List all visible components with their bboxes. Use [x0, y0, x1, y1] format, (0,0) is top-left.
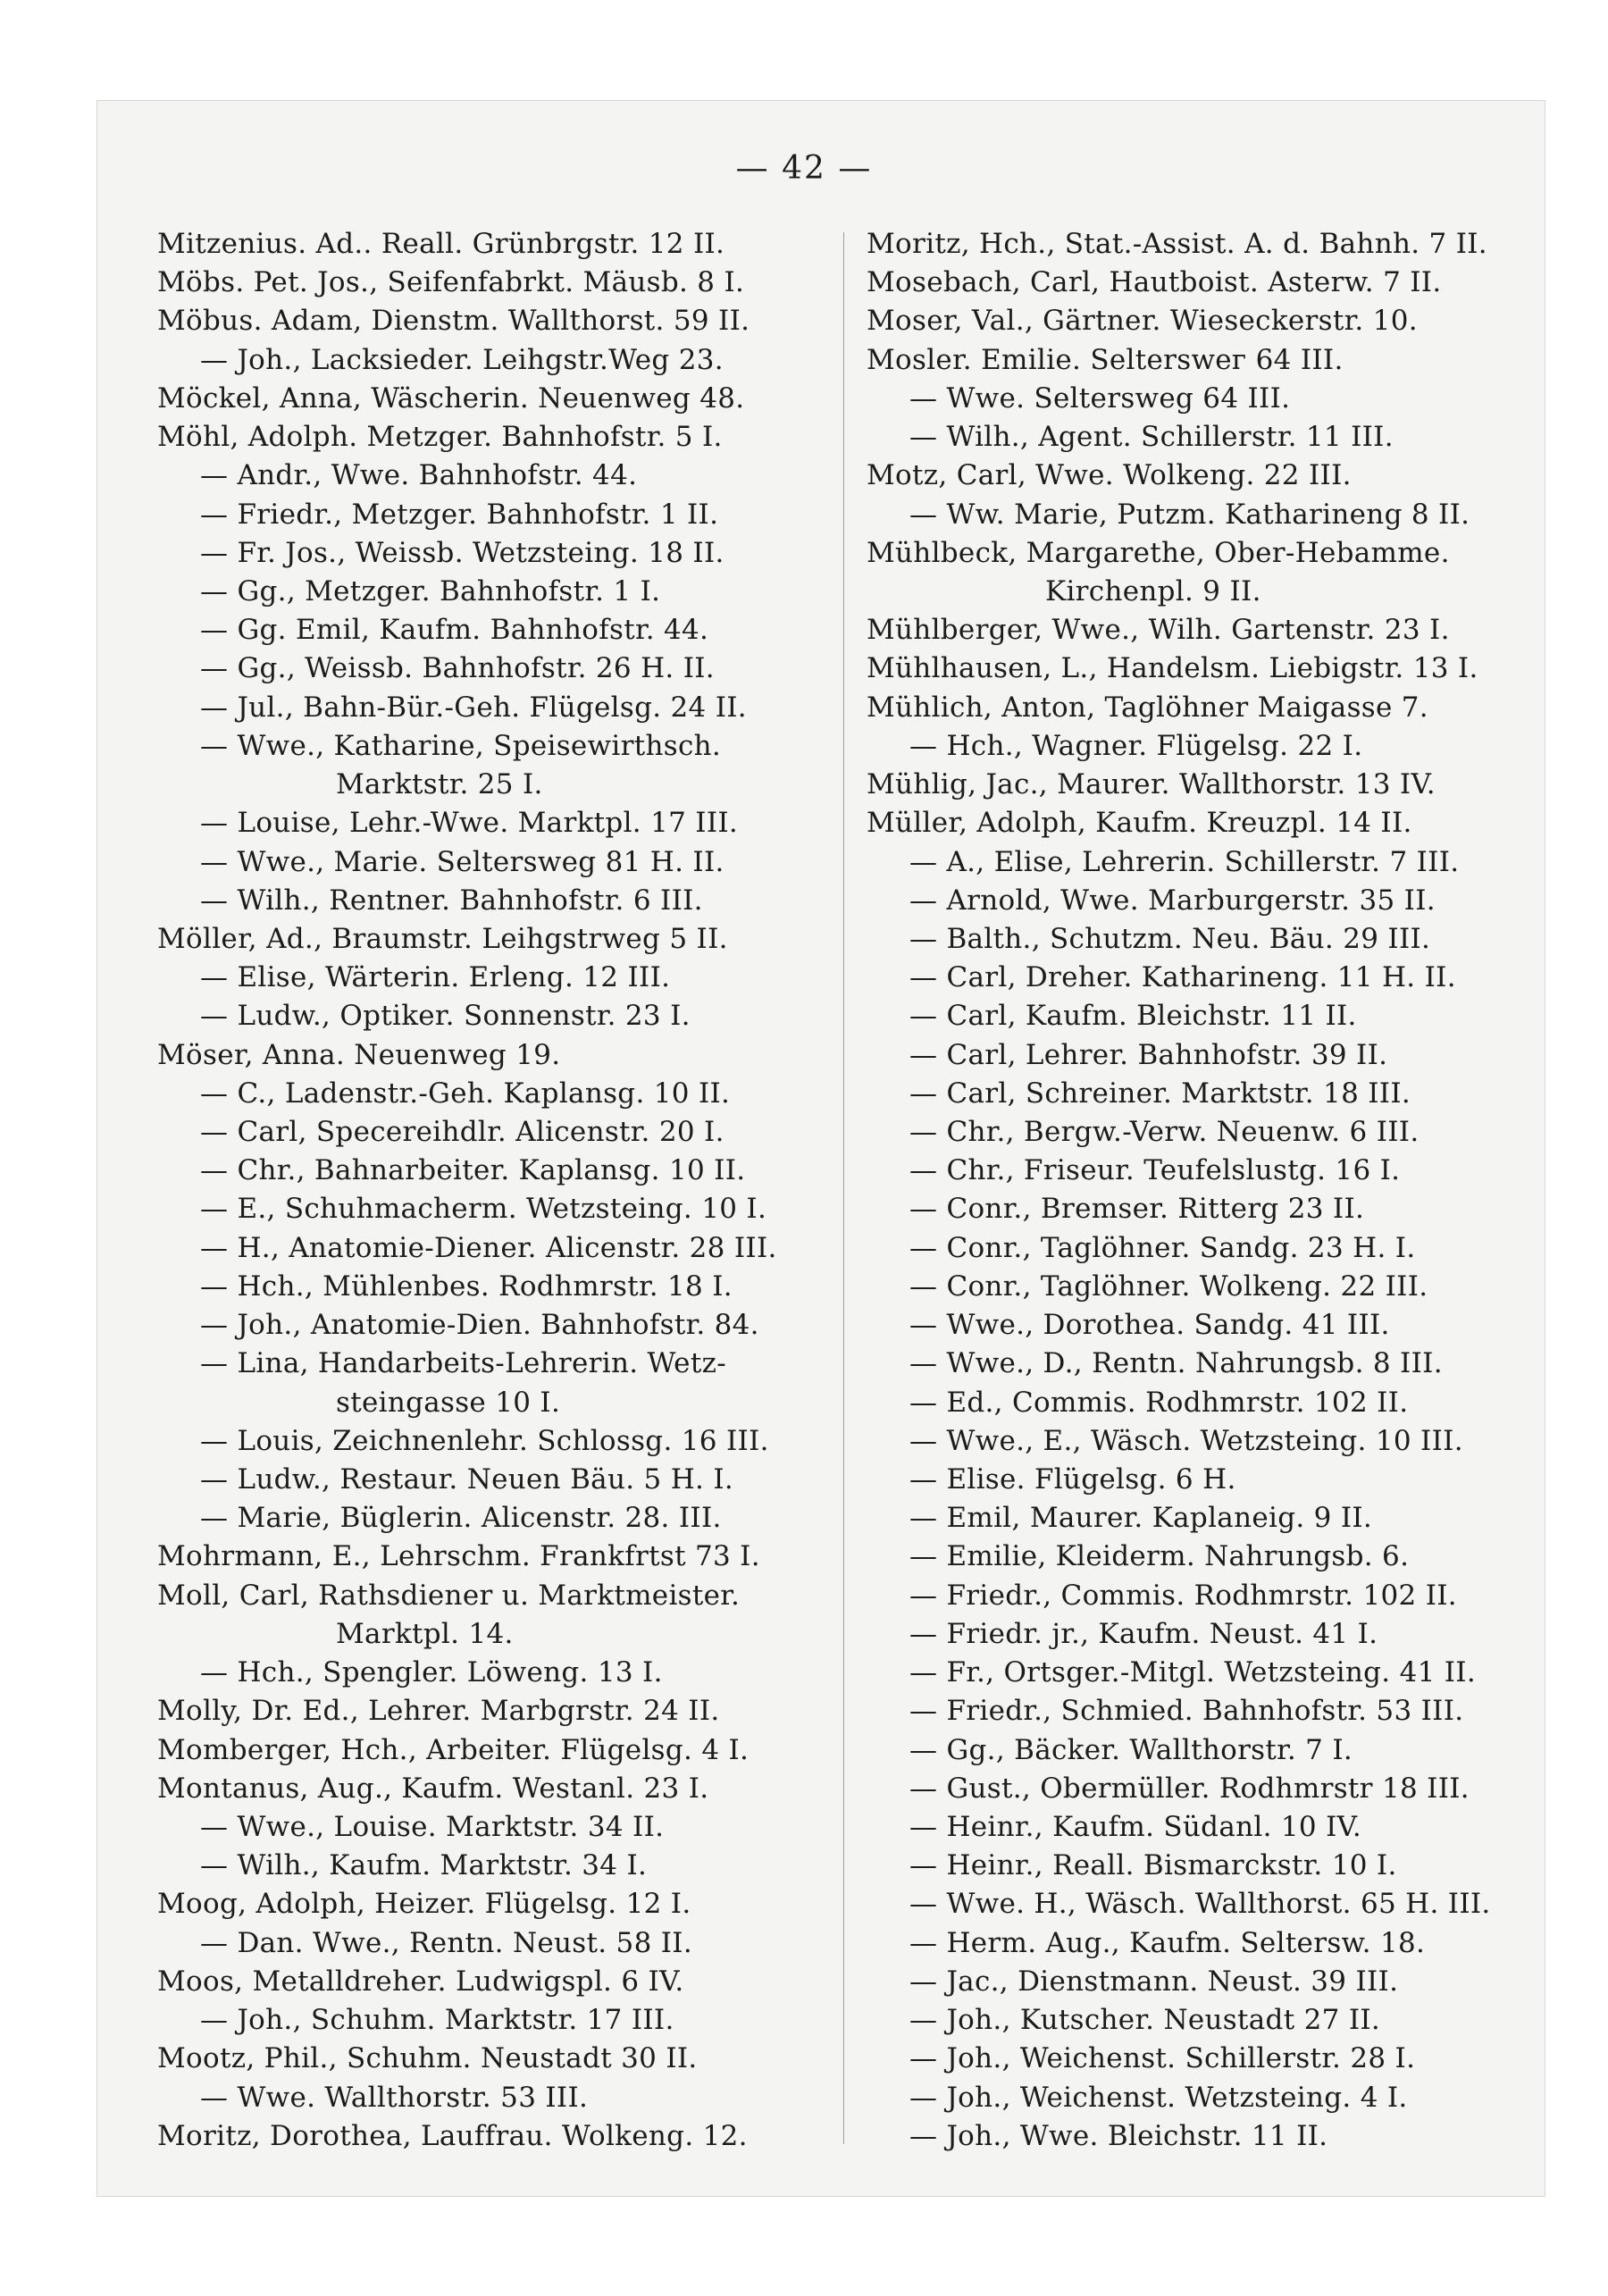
- directory-entry: — Marie, Büglerin. Alicenstr. 28. III.: [200, 1502, 722, 1535]
- directory-entry: — Balth., Schutzm. Neu. Bäu. 29 III.: [909, 922, 1431, 955]
- directory-entry: Moll, Carl, Rathsdiener u. Marktmeister.: [157, 1579, 741, 1612]
- directory-entry: Motz, Carl, Wwe. Wolkeng. 22 III.: [867, 459, 1352, 492]
- directory-entry: — Hch., Spengler. Löweng. 13 I.: [200, 1656, 663, 1689]
- directory-entry: — Ludw., Restaur. Neuen Bäu. 5 H. I.: [200, 1463, 734, 1496]
- directory-entry: Moritz, Hch., Stat.-Assist. A. d. Bahnh. 7 II.: [867, 228, 1487, 260]
- directory-entry: — Joh., Anatomie-Dien. Bahnhofstr. 84.: [200, 1309, 759, 1342]
- directory-entry: — E., Schuhmacherm. Wetzsteing. 10 I.: [200, 1193, 767, 1226]
- directory-entry: Mosler. Emilie. Selterswег 64 III.: [867, 343, 1344, 376]
- directory-entry: — Wwe., Louise. Marktstr. 34 II.: [200, 1810, 665, 1843]
- column-divider: [843, 232, 844, 2144]
- directory-entry: — Heinr., Kaufm. Südanl. 10 IV.: [909, 1810, 1362, 1843]
- directory-entry: — Conr., Bremser. Ritterg 23 II.: [909, 1193, 1365, 1226]
- directory-entry: — Louis, Zeichnenlehr. Schlossg. 16 III.: [200, 1424, 769, 1457]
- directory-entry: — Hch., Mühlenbes. Rodhmrstr. 18 I.: [200, 1270, 733, 1303]
- directory-entry: — H., Anatomie-Diener. Alicenstr. 28 III.: [200, 1231, 777, 1264]
- directory-entry: — Wwe. Wallthorstr. 53 III.: [200, 2081, 589, 2114]
- directory-entry: Müller, Adolph, Kaufm. Kreuzpl. 14 II.: [867, 807, 1412, 840]
- directory-entry: — A., Elise, Lehrerin. Schillerstr. 7 III.: [909, 845, 1460, 878]
- directory-entry: — Chr., Bahnarbeiter. Kaplansg. 10 II.: [200, 1154, 746, 1187]
- directory-entry: — Arnold, Wwe. Marburgerstr. 35 II.: [909, 884, 1436, 917]
- directory-entry: — Gg., Metzger. Bahnhofstr. 1 I.: [200, 574, 661, 608]
- directory-entry: — Wwe., Katharine, Speisewirthsch.: [200, 729, 722, 762]
- directory-entry: — Carl, Dreher. Katharineng. 11 H. II.: [909, 961, 1456, 994]
- directory-entry: — Friedr. jr., Kaufm. Neust. 41 I.: [909, 1617, 1378, 1650]
- directory-entry: — Wwe., D., Rentn. Nahrungsb. 8 III.: [909, 1347, 1443, 1380]
- directory-entry: Molly, Dr. Ed., Lehrer. Marbgrstr. 24 II.: [157, 1695, 720, 1728]
- directory-entry: Moritz, Dorothea, Lauffrau. Wolkeng. 12.: [157, 2119, 748, 2152]
- directory-entry: — Joh., Schuhm. Marktstr. 17 III.: [200, 2004, 674, 2037]
- directory-entry: Moos, Metalldreher. Ludwigspl. 6 IV.: [157, 1965, 684, 1998]
- directory-entry: — C., Ladenstr.-Geh. Kaplansg. 10 II.: [200, 1077, 731, 1110]
- directory-entry: — Friedr., Schmied. Bahnhofstr. 53 III.: [909, 1695, 1464, 1728]
- directory-entry: — Wwe. H., Wäsch. Wallthorst. 65 H. III.: [909, 1888, 1491, 1921]
- directory-entry: — Joh., Weichenst. Wetzsteing. 4 I.: [909, 2081, 1408, 2114]
- directory-entry: Mühlbeck, Margarethe, Ober-Hebamme.: [867, 536, 1450, 569]
- directory-entry: — Ed., Commis. Rodhmrstr. 102 II.: [909, 1386, 1409, 1419]
- left-column: [157, 225, 829, 2155]
- directory-entry: Montanus, Aug., Kaufm. Westanl. 23 I.: [157, 1772, 709, 1805]
- directory-entry: Möbs. Pet. Jos., Seifenfabrkt. Mäusb. 8 I.: [157, 266, 745, 299]
- directory-entry-continuation: Marktstr. 25 I.: [336, 768, 543, 801]
- directory-entry: — Fr., Ortsger.-Mitgl. Wetzsteing. 41 II.: [909, 1656, 1477, 1689]
- directory-entry: — Friedr., Commis. Rodhmrstr. 102 II.: [909, 1579, 1457, 1612]
- directory-entry: — Carl, Specereihdlr. Alicenstr. 20 I.: [200, 1116, 724, 1149]
- directory-entry: — Jac., Dienstmann. Neust. 39 III.: [909, 1965, 1399, 1998]
- directory-entry: Möller, Ad., Braumstr. Leihgstrweg 5 II.: [157, 922, 728, 955]
- directory-entry: — Conr., Taglöhner. Wolkeng. 22 III.: [909, 1270, 1428, 1303]
- directory-entry: Mitzenius. Ad.. Reall. Grünbrgstr. 12 II.: [157, 228, 725, 260]
- directory-entry: — Carl, Schreiner. Marktstr. 18 III.: [909, 1077, 1411, 1110]
- directory-entry: — Wwe. Seltersweg 64 III.: [909, 381, 1291, 415]
- directory-entry: — Wwe., Marie. Seltersweg 81 H. II.: [200, 845, 724, 878]
- directory-entry: Moser, Val., Gärtner. Wieseckerstr. 10.: [867, 305, 1418, 338]
- directory-entry: Mühlhausen, L., Handelsm. Liebigstr. 13 I.: [867, 652, 1478, 685]
- directory-entry: — Joh., Weichenst. Schillerstr. 28 I.: [909, 2042, 1416, 2075]
- directory-entry: — Gust., Obermüller. Rodhmrstr 18 III.: [909, 1772, 1470, 1805]
- directory-entry: — Elise, Wärterin. Erleng. 12 III.: [200, 961, 671, 994]
- directory-entry: — Wwe., E., Wäsch. Wetzsteing. 10 III.: [909, 1424, 1463, 1457]
- directory-entry: — Fr. Jos., Weissb. Wetzsteing. 18 II.: [200, 536, 724, 569]
- directory-entry: — Chr., Friseur. Teufelslustg. 16 I.: [909, 1154, 1401, 1187]
- directory-entry: — Elise. Flügelsg. 6 H.: [909, 1463, 1236, 1496]
- directory-entry: Möbus. Adam, Dienstm. Wallthorst. 59 II.: [157, 305, 750, 338]
- directory-entry: Moog, Adolph, Heizer. Flügelsg. 12 I.: [157, 1888, 691, 1921]
- directory-entry: — Andr., Wwe. Bahnhofstr. 44.: [200, 459, 638, 492]
- directory-entry: — Friedr., Metzger. Bahnhofstr. 1 II.: [200, 498, 719, 531]
- directory-entry: Mootz, Phil., Schuhm. Neustadt 30 II.: [157, 2042, 698, 2075]
- right-column: [867, 225, 1538, 2155]
- directory-entry: Mühlig, Jac., Maurer. Wallthorstr. 13 IV.: [867, 768, 1436, 801]
- directory-entry: — Herm. Aug., Kaufm. Seltersw. 18.: [909, 1926, 1426, 1959]
- directory-entry: Möhl, Adolph. Metzger. Bahnhofstr. 5 I.: [157, 421, 723, 454]
- directory-entry: — Gg. Emil, Kaufm. Bahnhofstr. 44.: [200, 614, 709, 647]
- directory-entry: Momberger, Hch., Arbeiter. Flügelsg. 4 I.: [157, 1733, 750, 1766]
- directory-entry: — Wwe., Dorothea. Sandg. 41 III.: [909, 1309, 1390, 1342]
- directory-entry: — Ww. Marie, Putzm. Katharineng 8 II.: [909, 498, 1470, 531]
- directory-entry: — Wilh., Rentner. Bahnhofstr. 6 III.: [200, 884, 703, 917]
- directory-entry: — Wilh., Agent. Schillerstr. 11 III.: [909, 421, 1394, 454]
- directory-entry: — Wilh., Kaufm. Marktstr. 34 I.: [200, 1849, 648, 1882]
- directory-entry-continuation: Kirchenpl. 9 II.: [1045, 574, 1261, 608]
- directory-entry: — Gg., Bäcker. Wallthorstr. 7 I.: [909, 1733, 1353, 1766]
- directory-entry: — Hch., Wagner. Flügelsg. 22 I.: [909, 729, 1363, 762]
- directory-entry: — Dan. Wwe., Rentn. Neust. 58 II.: [200, 1926, 693, 1959]
- directory-entry: — Emil, Maurer. Kaplaneig. 9 II.: [909, 1502, 1373, 1535]
- directory-entry: — Emilie, Kleiderm. Nahrungsb. 6.: [909, 1540, 1410, 1573]
- directory-entry: — Conr., Taglöhner. Sandg. 23 H. I.: [909, 1231, 1416, 1264]
- directory-entry: — Jul., Bahn-Bür.-Geh. Flügelsg. 24 II.: [200, 691, 747, 724]
- page-number: — 42 —: [735, 150, 873, 187]
- directory-entry: — Gg., Weissb. Bahnhofstr. 26 H. II.: [200, 652, 715, 685]
- directory-entry: Möser, Anna. Neuenweg 19.: [157, 1038, 561, 1071]
- directory-entry: — Joh., Wwe. Bleichstr. 11 II.: [909, 2119, 1328, 2152]
- directory-entry-continuation: steingasse 10 I.: [336, 1386, 561, 1419]
- directory-entry: — Chr., Bergw.-Verw. Neuenw. 6 III.: [909, 1116, 1420, 1149]
- directory-entry: — Louise, Lehr.-Wwe. Marktpl. 17 III.: [200, 807, 739, 840]
- directory-entry: — Joh., Lacksieder. Leihgstr.Weg 23.: [200, 343, 724, 376]
- directory-entry: — Carl, Lehrer. Bahnhofstr. 39 II.: [909, 1038, 1388, 1071]
- directory-entry: Mühlich, Anton, Taglöhner Maigasse 7.: [867, 691, 1428, 724]
- directory-entry: — Lina, Handarbeits-Lehrerin. Wetz-: [200, 1347, 726, 1380]
- directory-entry: Möckel, Anna, Wäscherin. Neuenweg 48.: [157, 381, 745, 415]
- directory-entry: — Joh., Kutscher. Neustadt 27 II.: [909, 2004, 1381, 2037]
- directory-entry: Mühlberger, Wwe., Wilh. Gartenstr. 23 I.: [867, 614, 1450, 647]
- directory-entry: Mohrmann, E., Lehrschm. Frankfrtst 73 I.: [157, 1540, 760, 1573]
- directory-entry: — Heinr., Reall. Bismarckstr. 10 I.: [909, 1849, 1397, 1882]
- directory-entry: Mosebach, Carl, Hautboist. Asterw. 7 II.: [867, 266, 1442, 299]
- directory-entry: — Carl, Kaufm. Bleichstr. 11 II.: [909, 1000, 1357, 1033]
- directory-entry-continuation: Marktpl. 14.: [336, 1617, 514, 1650]
- directory-entry: — Ludw., Optiker. Sonnenstr. 23 I.: [200, 1000, 691, 1033]
